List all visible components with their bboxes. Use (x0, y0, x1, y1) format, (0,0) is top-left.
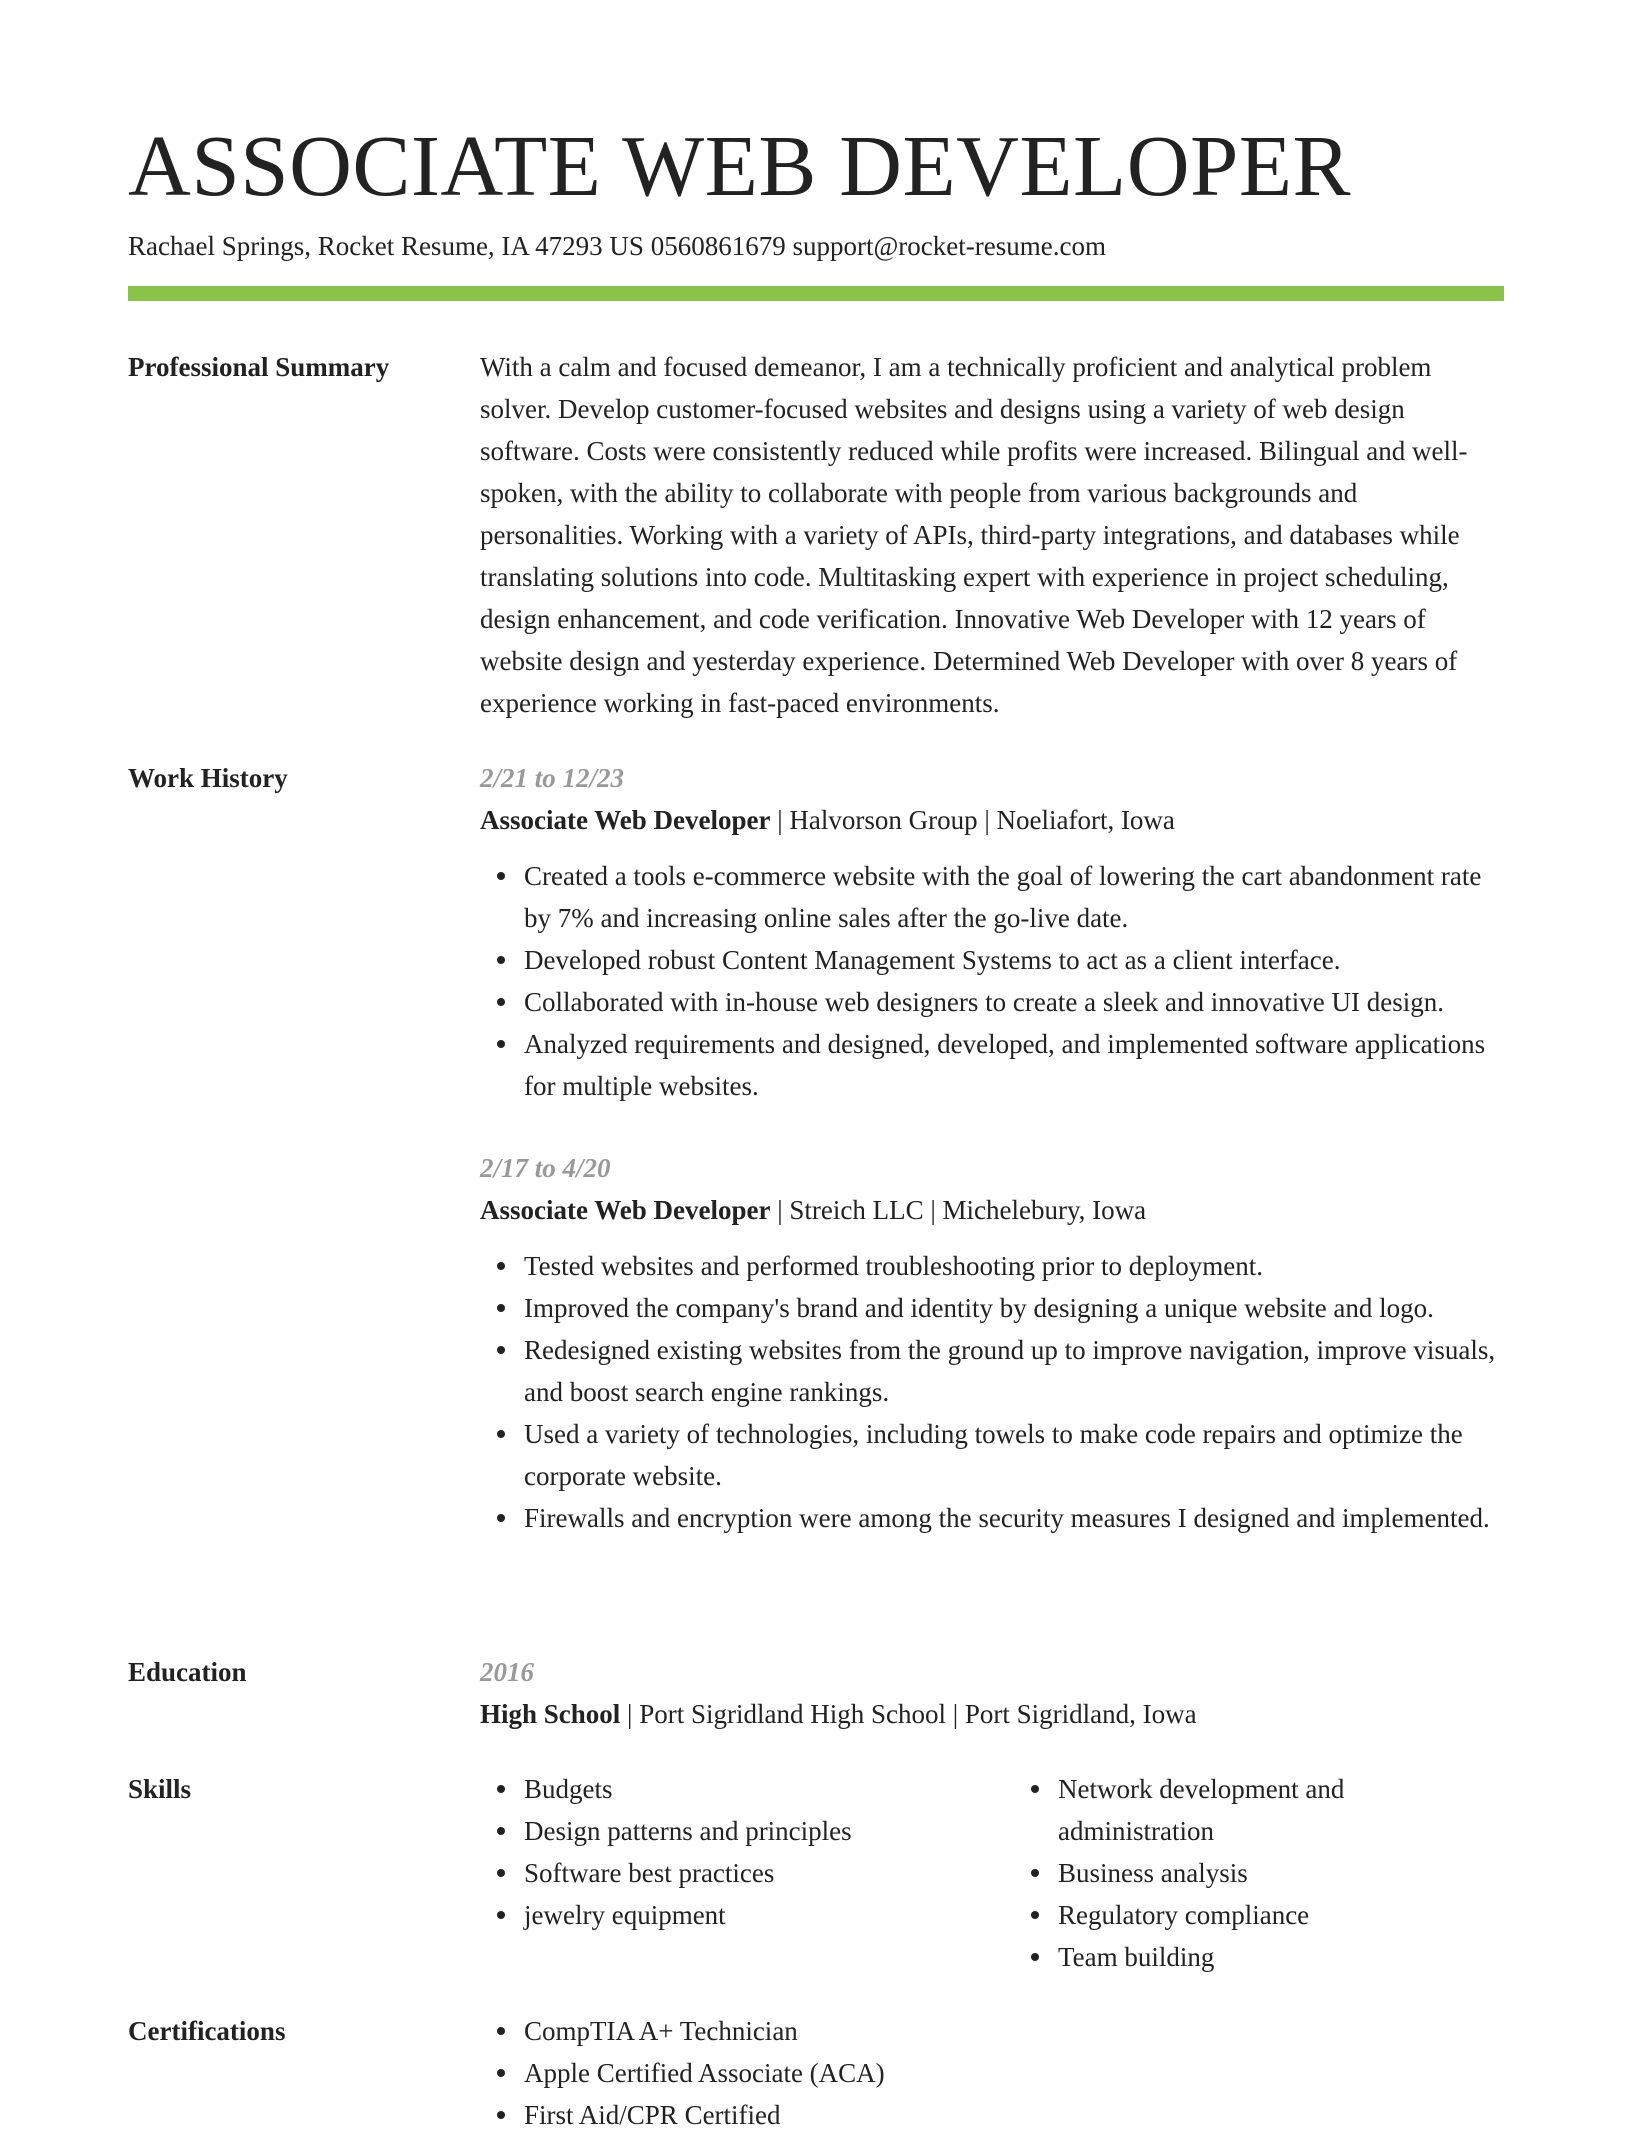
list-item: Collaborated with in-house web designers to create a sleek and innovative UI design. (524, 981, 1504, 1023)
section-label-education: Education (128, 1657, 247, 1687)
list-item: Redesigned existing websites from the ground up to improve navigation, improve visuals, and boost search engine rankings. (524, 1329, 1504, 1413)
list-item: Regulatory compliance (1058, 1894, 1504, 1936)
job-bullets (480, 1245, 1504, 1539)
skills-columns (480, 1768, 1504, 1978)
list-item: Firewalls and encryption were among the security measures I designed and implemented. (524, 1497, 1504, 1539)
list-item: Analyzed requirements and designed, developed, and implemented software applications for multiple websites. (524, 1023, 1504, 1107)
education-details: | Port Sigridland High School | Port Sigridland, Iowa (620, 1699, 1197, 1729)
education-body (480, 1651, 1504, 1735)
contact-line: Rachael Springs, Rocket Resume, IA 47293 US 0560861679 support@rocket-resume.com (128, 231, 1106, 261)
job-title: Associate Web Developer (480, 1195, 771, 1225)
certifications-list (480, 2010, 1504, 2136)
list-item: Tested websites and performed troubleshooting prior to deployment. (524, 1245, 1504, 1287)
resume-title: ASSOCIATE WEB DEVELOPER (128, 117, 1352, 214)
section-label-certifications: Certifications (128, 2016, 286, 2046)
job-heading (480, 1189, 1504, 1231)
list-item: Team building (1058, 1936, 1504, 1978)
skills-list-left (480, 1768, 970, 1978)
section-label-summary: Professional Summary (128, 352, 390, 382)
list-item: Design patterns and principles (524, 1810, 970, 1852)
list-item: Apple Certified Associate (ACA) (524, 2052, 1504, 2094)
list-item: Used a variety of technologies, including towels to make code repairs and optimize the corporate website. (524, 1413, 1504, 1497)
section-label-skills: Skills (128, 1774, 192, 1804)
list-item: jewelry equipment (524, 1894, 970, 1936)
list-item: Network development and administration (1058, 1768, 1504, 1852)
job-dates: 2/21 to 12/23 (480, 763, 625, 793)
list-item: Improved the company's brand and identity by designing a unique website and logo. (524, 1287, 1504, 1329)
skills-list-right (1014, 1768, 1504, 1978)
list-item: Budgets (524, 1768, 970, 1810)
list-item: CompTIA A+ Technician (524, 2010, 1504, 2052)
list-item: Created a tools e-commerce website with the goal of lowering the cart abandonment rate by 7% and increasing online sales after the go-live date. (524, 855, 1504, 939)
summary-text: With a calm and focused demeanor, I am a technically proficient and analytical problem solver. Develop customer-focused websites and designs using a variety of web design software. Costs were consistently reduced while profits were increased. Bilingual and well-spoken, with the ability to collaborate with people from various backgrounds and personalities. Working with a variety of APIs, third-party integrations, and databases while translating solutions into code. Multitasking expert with experience in project scheduling, design enhancement, and code verification. Innovative Web Developer with 12 years of website design and yesterday experience. Determined Web Developer with over 8 years of experience working in fast-paced environments. (480, 352, 1468, 718)
job-details: | Streich LLC | Michelebury, Iowa (770, 1195, 1147, 1225)
list-item: Business analysis (1058, 1852, 1504, 1894)
list-item: First Aid/CPR Certified (524, 2094, 1504, 2136)
job-title: Associate Web Developer (480, 805, 771, 835)
work-history-body (480, 757, 1504, 1539)
certifications-body (480, 2010, 1504, 2136)
job-entry (480, 757, 1504, 1107)
job-bullets (480, 855, 1504, 1107)
summary-body (480, 346, 1504, 724)
section-label-work-history: Work History (128, 763, 288, 793)
education-year: 2016 (480, 1657, 534, 1687)
job-heading (480, 799, 1504, 841)
skills-body (480, 1768, 1504, 1978)
header-divider (128, 286, 1504, 301)
job-details: | Halvorson Group | Noeliafort, Iowa (770, 805, 1175, 835)
education-degree: High School (480, 1699, 621, 1729)
job-dates: 2/17 to 4/20 (480, 1153, 611, 1183)
list-item: Developed robust Content Management Systems to act as a client interface. (524, 939, 1504, 981)
education-heading (480, 1693, 1504, 1735)
list-item: Software best practices (524, 1852, 970, 1894)
job-entry (480, 1147, 1504, 1539)
